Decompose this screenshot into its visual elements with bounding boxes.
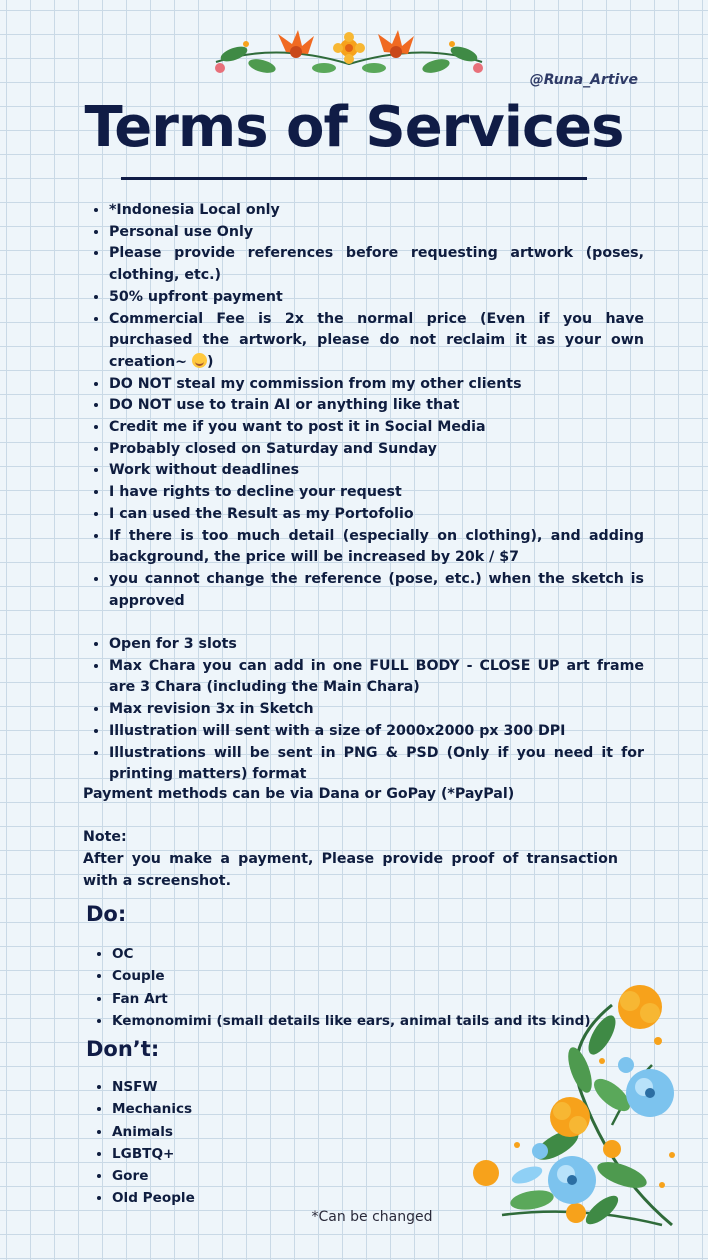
list-item: • I can used the Result as my Portofolio: [109, 504, 644, 526]
list-item: • DO NOT steal my commission from my other clients: [109, 374, 644, 396]
terms-list: [83, 200, 644, 786]
list-item: • Mechanics: [112, 1098, 195, 1120]
payment-methods: Payment methods can be via Dana or GoPay (*PayPal): [83, 786, 515, 802]
list-item: • Illustration will sent with a size of 2000x2000 px 300 DPI: [109, 721, 644, 743]
list-item: • If there is too much detail (especially on clothing), and adding background, the price will be increased by 20k / $7: [109, 526, 644, 569]
page-title: Terms of Services: [84, 95, 624, 160]
list-item: • Fan Art: [112, 988, 591, 1010]
list-item: • Kemonomimi (small details like ears, animal tails and its kind): [112, 1010, 591, 1032]
list-item: • DO NOT use to train AI or anything like that: [109, 395, 644, 417]
footnote: *Can be changed: [311, 1209, 433, 1225]
list-item: • you cannot change the reference (pose, etc.) when the sketch is approved: [109, 569, 644, 612]
list-item: • *Indonesia Local only: [109, 200, 644, 222]
flower-bouquet-icon: [462, 975, 692, 1241]
dont-list: [86, 1076, 195, 1210]
list-item: • Max revision 3x in Sketch: [109, 699, 644, 721]
list-item: • OC: [112, 943, 591, 965]
list-item: • Max Chara you can add in one FULL BODY - CLOSE UP art frame are 3 Chara (including the Main Chara): [109, 656, 644, 699]
list-item: • Credit me if you want to post it in Social Media: [109, 417, 644, 439]
list-item: [109, 309, 644, 374]
do-heading: Do:: [86, 902, 127, 926]
artist-handle: @Runa_Artive: [529, 72, 638, 88]
dont-heading: Don’t:: [86, 1037, 160, 1061]
list-item: • Open for 3 slots: [109, 634, 644, 656]
list-item: • LGBTQ+: [112, 1143, 195, 1165]
list-item: • NSFW: [112, 1076, 195, 1098]
title-underline: [121, 177, 587, 180]
list-item: • Animals: [112, 1121, 195, 1143]
list-item-text: Commercial Fee is 2x the normal price (Even if you have purchased the artwork, please do not reclaim it as your own creation~: [109, 310, 644, 370]
list-item: • Couple: [112, 965, 591, 987]
closing-paren: ): [206, 353, 214, 370]
smiling-face-emoji-icon: [192, 353, 207, 368]
floral-garland-icon: [206, 24, 492, 84]
note-label: Note:: [83, 829, 127, 845]
note-text: After you make a payment, Please provide proof of transaction with a screenshot.: [83, 851, 618, 889]
list-item: • Old People: [112, 1187, 195, 1209]
list-item: • Work without deadlines: [109, 460, 644, 482]
list-item: • 50% upfront payment: [109, 287, 644, 309]
list-item: • I have rights to decline your request: [109, 482, 644, 504]
list-item: • Personal use Only: [109, 222, 644, 244]
list-item: • Illustrations will be sent in PNG & PSD (Only if you need it for printing matters) format: [109, 743, 644, 786]
list-item: • Gore: [112, 1165, 195, 1187]
list-item: • Probably closed on Saturday and Sunday: [109, 439, 644, 461]
list-item: • Please provide references before requesting artwork (poses, clothing, etc.): [109, 243, 644, 286]
